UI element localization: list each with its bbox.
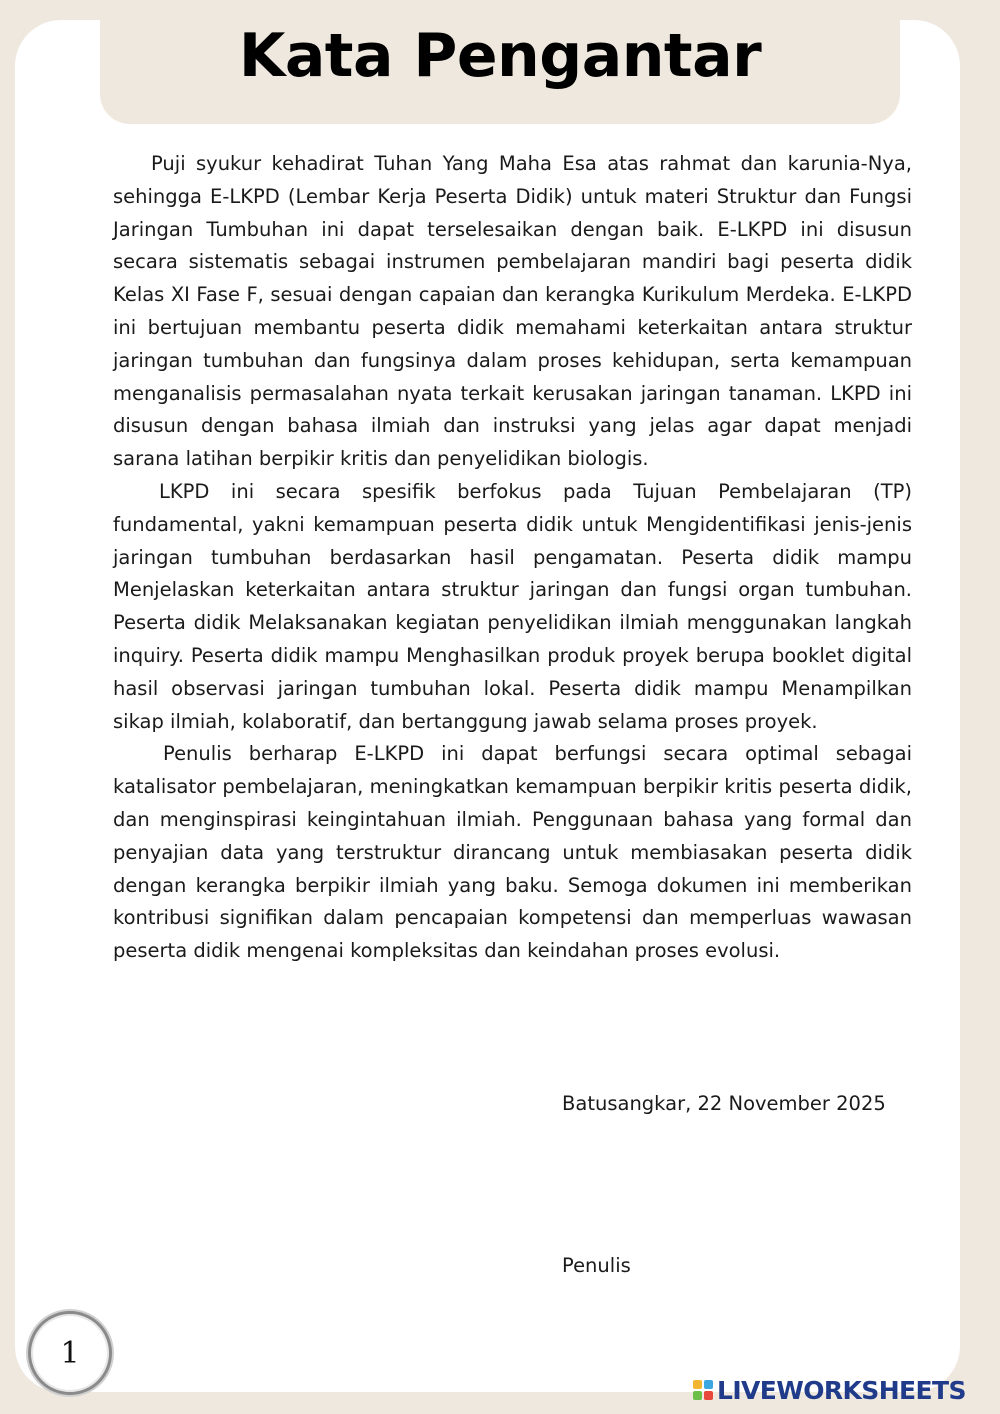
watermark-text: LIVEWORKSHEETS <box>717 1375 966 1405</box>
title-banner <box>100 0 900 124</box>
page-number: 1 <box>60 1335 80 1371</box>
place-date: Batusangkar, 22 November 2025 <box>562 1092 886 1115</box>
paragraph-2: LKPD ini secara spesifik berfokus pada Tujuan Pembelajaran (TP) fundamental, yakni kemampuan peserta didik untuk Mengidentifikasi jenis-jenis jaringan tumbuhan berdasarkan hasil pengamatan. Peserta didik mampu Menjelaskan keterkaitan antara struktur jaringan dan fungsi organ tumbuhan. Peserta didik Melaksanakan kegiatan penyelidikan ilmiah menggunakan langkah inquiry. Peserta didik mampu Menghasilkan produk proyek berupa booklet digital hasil observasi jaringan tumbuhan lokal. Peserta didik mampu Menampilkan sikap ilmiah, kolaboratif, dan bertanggung jawab selama proses proyek. <box>113 479 912 733</box>
liveworksheets-watermark <box>693 1373 966 1407</box>
logo-square-2 <box>704 1380 713 1389</box>
signer-label: Penulis <box>562 1254 631 1277</box>
page-title: Kata Pengantar <box>238 21 762 91</box>
page-number-badge <box>28 1311 112 1395</box>
liveworksheets-logo-icon <box>693 1380 713 1400</box>
body-text <box>113 148 912 968</box>
paragraph-3: Penulis berharap E-LKPD ini dapat berfungsi secara optimal sebagai katalisator pembelajaran, meningkatkan kemampuan berpikir kritis peserta didik, dan menginspirasi keingintahuan ilmiah. Penggunaan bahasa yang formal dan penyajian data yang terstruktur dirancang untuk membiasakan peserta didik dengan kerangka berpikir ilmiah yang baku. Semoga dokumen ini memberikan kontribusi signifikan dalam pencapaian kompetensi dan memperluas wawasan peserta didik mengenai kompleksitas dan keindahan proses evolusi. <box>113 742 912 963</box>
logo-square-3 <box>693 1391 702 1400</box>
paragraph-1: Puji syukur kehadirat Tuhan Yang Maha Esa atas rahmat dan karunia-Nya, sehingga E-LKPD (Lembar Kerja Peserta Didik) untuk materi Struktur dan Fungsi Jaringan Tumbuhan ini dapat terselesaikan dengan baik. E-LKPD ini disusun secara sistematis sebagai instrumen pembelajaran mandiri bagi peserta didik Kelas XI Fase F, sesuai dengan capaian dan kerangka Kurikulum Merdeka. E-LKPD ini bertujuan membantu peserta didik memahami keterkaitan antara struktur jaringan tumbuhan dan fungsinya dalam proses kehidupan, serta kemampuan menganalisis permasalahan nyata terkait kerusakan jaringan tanaman. LKPD ini disusun dengan bahasa ilmiah dan instruksi yang jelas agar dapat menjadi sarana latihan berpikir kritis dan penyelidikan biologis. <box>113 152 912 471</box>
logo-square-1 <box>693 1380 702 1389</box>
logo-square-4 <box>704 1391 713 1400</box>
